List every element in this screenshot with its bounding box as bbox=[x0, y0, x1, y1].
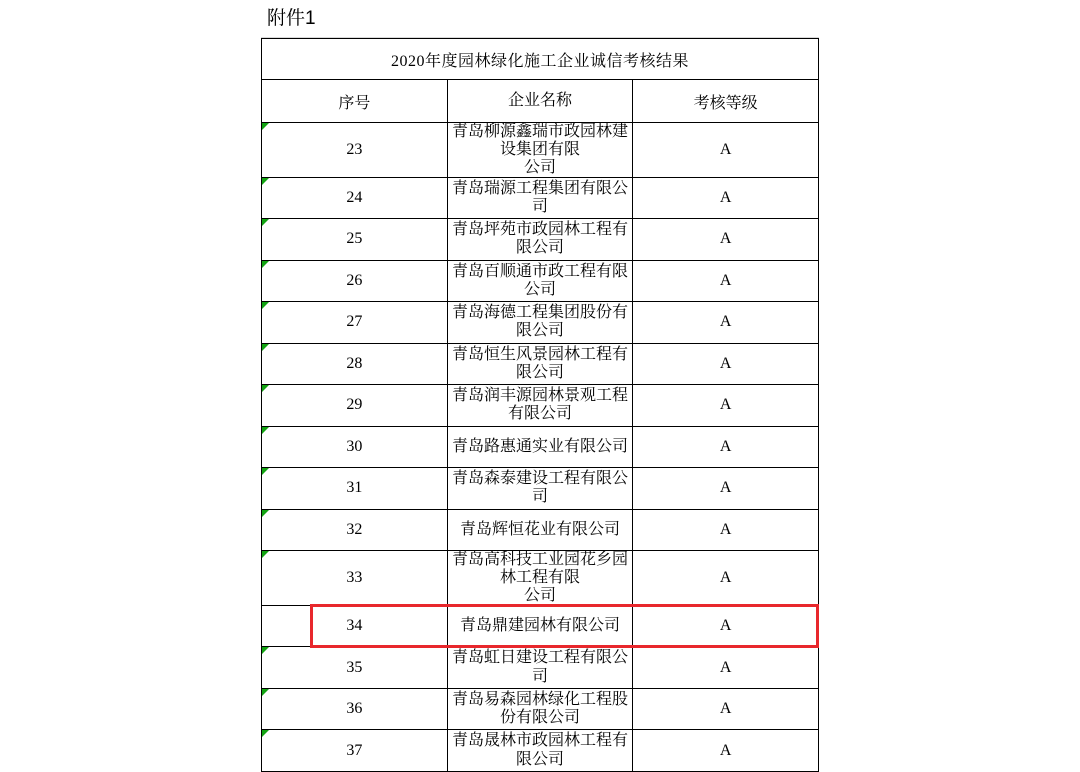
cell-grade: A bbox=[633, 343, 819, 385]
table-row bbox=[262, 426, 819, 468]
cell-no: 25 bbox=[262, 219, 448, 261]
company-name-line2: 公司 bbox=[523, 158, 556, 176]
table-row bbox=[262, 468, 819, 510]
column-header-name: 企业名称 bbox=[447, 80, 633, 123]
cell-grade: A bbox=[633, 688, 819, 730]
cell-grade: A bbox=[633, 177, 819, 219]
table-row bbox=[262, 385, 819, 427]
cell-no: 24 bbox=[262, 177, 448, 219]
cell-grade: A bbox=[633, 647, 819, 689]
cell-company-name: 青岛恒生风景园林工程有限公司 bbox=[447, 343, 633, 385]
cell-no: 29 bbox=[262, 385, 448, 427]
cell-grade: A bbox=[633, 426, 819, 468]
table-row bbox=[262, 302, 819, 344]
cell-company-name bbox=[447, 123, 633, 178]
cell-no: 23 bbox=[262, 123, 448, 178]
table-row bbox=[262, 177, 819, 219]
table-header-row bbox=[262, 80, 819, 123]
cell-company-name bbox=[447, 551, 633, 606]
cell-company-name: 青岛坪苑市政园林工程有限公司 bbox=[447, 219, 633, 261]
cell-grade: A bbox=[633, 219, 819, 261]
cell-no: 26 bbox=[262, 260, 448, 302]
table-row bbox=[262, 605, 819, 647]
cell-no: 33 bbox=[262, 551, 448, 606]
cell-company-name: 青岛百顺通市政工程有限公司 bbox=[447, 260, 633, 302]
table-row bbox=[262, 647, 819, 689]
cell-company-name: 青岛易森园林绿化工程股份有限公司 bbox=[447, 688, 633, 730]
cell-company-name: 青岛润丰源园林景观工程有限公司 bbox=[447, 385, 633, 427]
table-row bbox=[262, 551, 819, 606]
cell-no: 30 bbox=[262, 426, 448, 468]
company-name-line1: 青岛柳源鑫瑞市政园林建设集团有限 bbox=[451, 123, 628, 158]
cell-grade: A bbox=[633, 605, 819, 647]
cell-company-name: 青岛晟林市政园林工程有限公司 bbox=[447, 730, 633, 772]
cell-grade: A bbox=[633, 260, 819, 302]
document-content bbox=[261, 0, 819, 772]
table-row bbox=[262, 343, 819, 385]
cell-no: 34 bbox=[262, 605, 448, 647]
cell-company-name: 青岛森泰建设工程有限公司 bbox=[447, 468, 633, 510]
cell-no: 31 bbox=[262, 468, 448, 510]
cell-grade: A bbox=[633, 730, 819, 772]
cell-grade: A bbox=[633, 123, 819, 178]
cell-company-name: 青岛辉恒花业有限公司 bbox=[447, 509, 633, 551]
company-name-line2: 公司 bbox=[523, 587, 556, 605]
cell-company-name: 青岛虹日建设工程有限公司 bbox=[447, 647, 633, 689]
column-header-no: 序号 bbox=[262, 80, 448, 123]
table-title-row bbox=[262, 39, 819, 80]
cell-no: 32 bbox=[262, 509, 448, 551]
cell-no: 37 bbox=[262, 730, 448, 772]
table-title bbox=[262, 39, 819, 80]
table-data-body bbox=[262, 123, 819, 772]
table-row bbox=[262, 509, 819, 551]
table-row bbox=[262, 730, 819, 772]
cell-company-name: 青岛路惠通实业有限公司 bbox=[447, 426, 633, 468]
table-row bbox=[262, 260, 819, 302]
cell-grade: A bbox=[633, 468, 819, 510]
cell-no: 36 bbox=[262, 688, 448, 730]
credit-assessment-table bbox=[261, 38, 819, 772]
cell-company-name: 青岛鼎建园林有限公司 bbox=[447, 605, 633, 647]
cell-no: 27 bbox=[262, 302, 448, 344]
cell-grade: A bbox=[633, 509, 819, 551]
cell-no: 28 bbox=[262, 343, 448, 385]
cell-grade: A bbox=[633, 551, 819, 606]
column-header-grade: 考核等级 bbox=[633, 80, 819, 123]
cell-grade: A bbox=[633, 385, 819, 427]
table-row bbox=[262, 123, 819, 178]
table-body bbox=[262, 39, 819, 123]
cell-company-name: 青岛海德工程集团股份有限公司 bbox=[447, 302, 633, 344]
table-row bbox=[262, 219, 819, 261]
company-name-line1: 青岛高科技工业园花乡园林工程有限 bbox=[451, 551, 628, 587]
cell-grade: A bbox=[633, 302, 819, 344]
cell-company-name: 青岛瑞源工程集团有限公司 bbox=[447, 177, 633, 219]
attachment-label: 附件1 bbox=[261, 0, 819, 38]
cell-no: 35 bbox=[262, 647, 448, 689]
table-row bbox=[262, 688, 819, 730]
table-title-text: 2020年度园林绿化施工企业诚信考核结果 bbox=[390, 52, 689, 70]
